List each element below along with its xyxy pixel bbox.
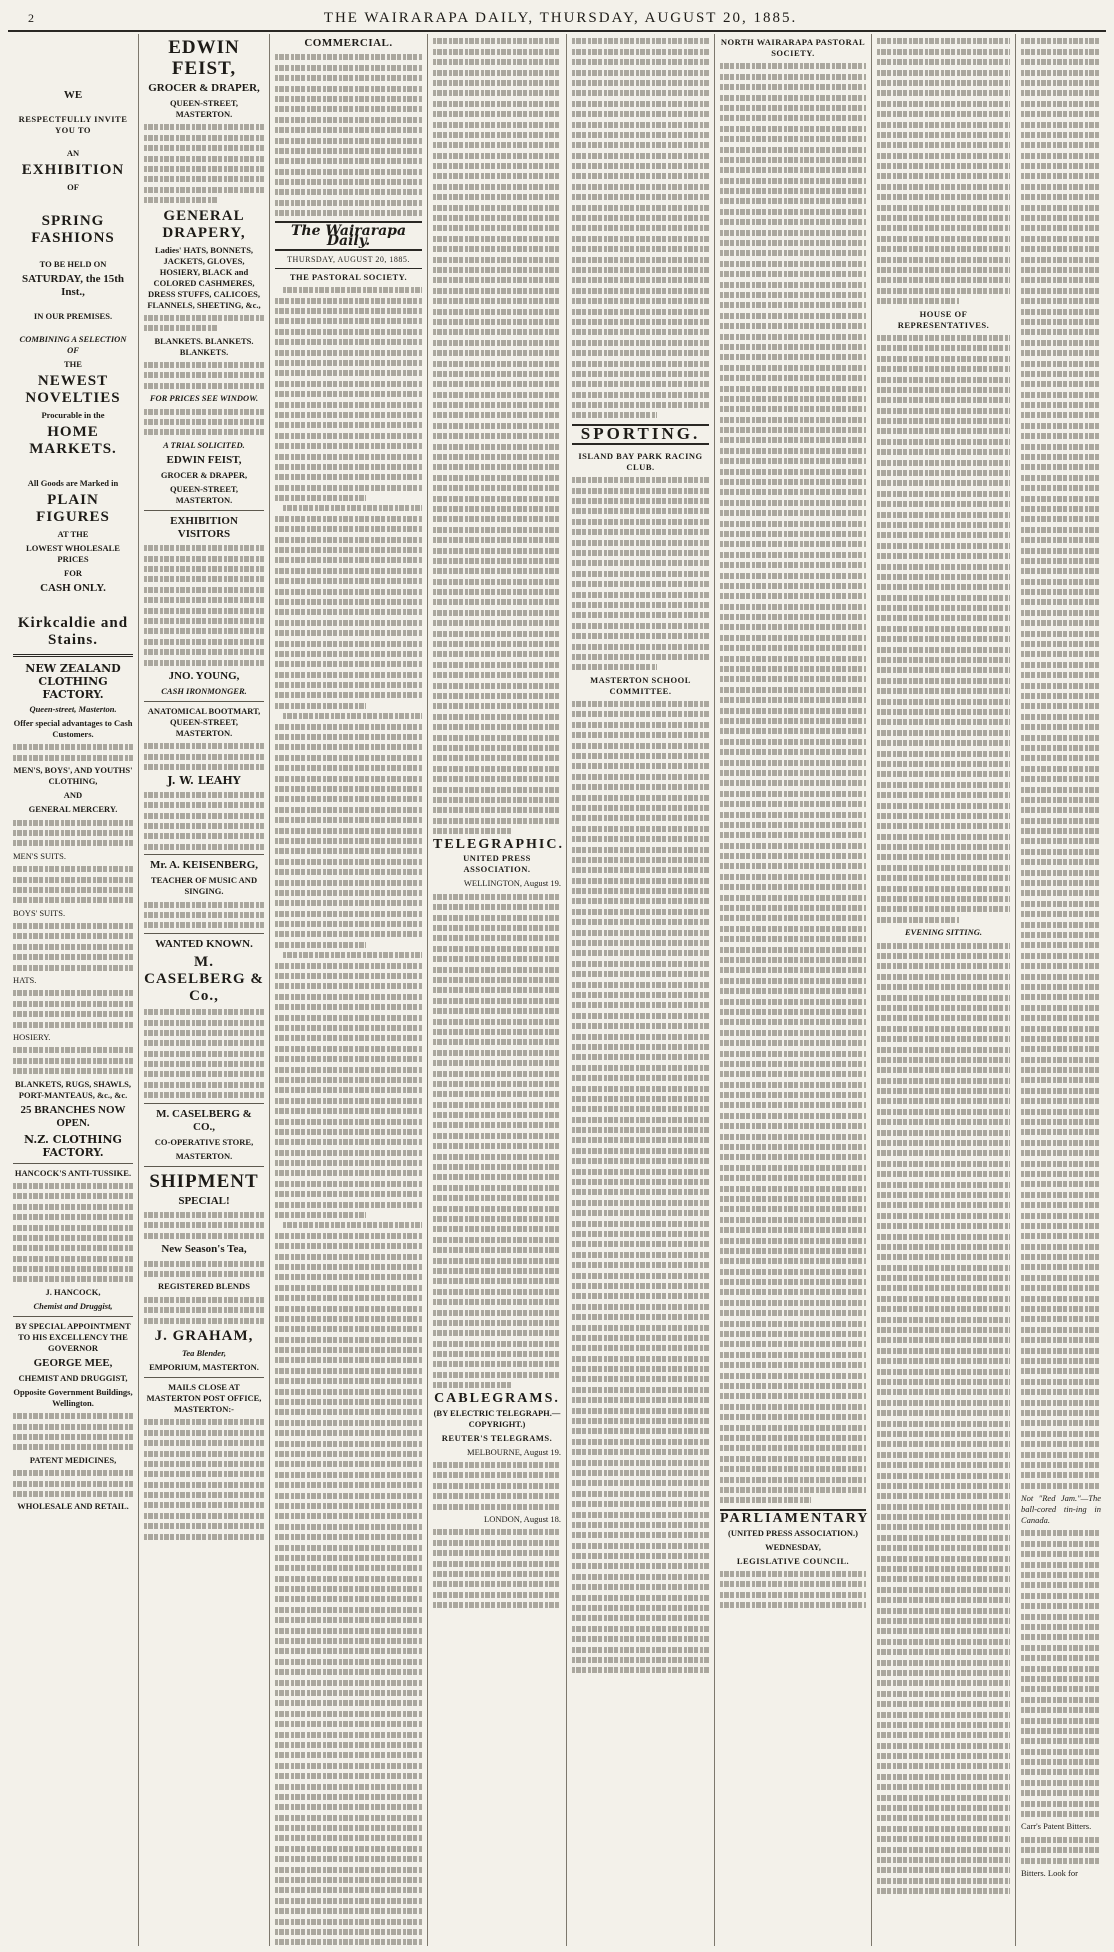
ad-of: OF (67, 182, 79, 192)
ad-saturday: SATURDAY, the 15th Inst., (22, 273, 124, 298)
ad-jno-young: JNO. YOUNG, (168, 669, 240, 682)
brief-bitters-end: Bitters. Look for (1021, 1867, 1078, 1878)
column-7 (872, 34, 1016, 1946)
cable-reuters: REUTER'S TELEGRAMS. (441, 1432, 553, 1443)
ad-blankets: BLANKETS, RUGS, SHAWLS, PORT-MANTEAUS, &c., &c. (15, 1078, 131, 1100)
column-4 (428, 34, 567, 1946)
ad-masterton: MASTERTON. (175, 1150, 233, 1161)
ad-premises: IN OUR PREMISES. (33, 311, 113, 321)
ad-hancock: HANCOCK'S ANTI-TUSSIKE. (14, 1167, 132, 1178)
ad-emporium: EMPORIUM, MASTERTON. (149, 1361, 259, 1372)
ad-and: AND (63, 790, 83, 801)
ad-kirkcaldie: Kirkcaldie and Stains. (17, 615, 129, 648)
ad-anatomical: ANATOMICAL BOOTMART, QUEEN-STREET, MASTERTON. (147, 705, 261, 738)
heading-telegraphic: TELEGRAPHIC. (433, 837, 564, 853)
ad-mens-boys: MEN'S, BOYS', AND YOUTHS' CLOTHING, (13, 765, 133, 787)
ad-boys-suits: BOYS' SUITS. (13, 907, 66, 918)
ad-exhibition-visitors: EXHIBITION VISITORS (170, 514, 238, 540)
ad-hancock-name: J. HANCOCK, (45, 1286, 101, 1297)
ad-an: AN (66, 148, 80, 158)
brief-note: Not "Red Jam."—The ball-cored tin-ing in Canada. (1021, 1493, 1101, 1526)
editorial-date: THURSDAY, AUGUST 20, 1885. (275, 255, 422, 268)
ad-held: TO BE HELD ON (39, 259, 107, 269)
ad-edwin-feist-2: EDWIN FEIST, (166, 453, 242, 466)
heading-commercial: COMMERCIAL. (304, 37, 393, 49)
ad-grocer-draper: GROCER & DRAPER, (148, 82, 260, 94)
ad-teacher: TEACHER OF MUSIC AND SINGING. (150, 875, 258, 897)
ad-cash-ironmonger: CASH IRONMONGER. (161, 685, 247, 696)
dateline-melbourne: MELBOURNE, August 19. (467, 1446, 561, 1457)
ad-the: THE (64, 359, 82, 369)
dateline-london: LONDON, August 18. (484, 1513, 561, 1524)
ad-george-mee: GEORGE MEE, (33, 1356, 113, 1369)
ad-registered-blends: REGISTERED BLENDS (158, 1281, 250, 1292)
parl-wednesday: WEDNESDAY, (765, 1541, 821, 1552)
ad-caselberg-2: M. CASELBERG & CO., (156, 1107, 252, 1133)
ad-invite: RESPECTFULLY INVITE YOU TO (18, 114, 128, 135)
columns (8, 34, 1106, 1946)
ad-home-markets: HOME MARKETS. (29, 424, 117, 457)
ad-leahy: J. W. LEAHY (167, 774, 241, 788)
ad-prices: FOR PRICES SEE WINDOW. (149, 393, 259, 404)
ad-offer: Offer special advantages to Cash Customers. (13, 718, 133, 739)
ad-branches: 25 BRANCHES NOW OPEN. (20, 1103, 126, 1129)
ad-queen-street: Queen-street, Masterton. (29, 704, 117, 714)
heading-sporting: SPORTING. (572, 424, 709, 444)
ad-lowest: LOWEST WHOLESALE PRICES (26, 543, 120, 564)
heading-school-committee: MASTERTON SCHOOL COMMITTEE. (590, 674, 691, 696)
ad-mens-suits: MEN'S SUITS. (13, 850, 67, 861)
masthead (8, 6, 1106, 32)
ad-mee-address: Opposite Government Buildings, Wellington. (13, 1386, 133, 1408)
column-6 (715, 34, 872, 1946)
ad-plain-figures: PLAIN FIGURES (36, 492, 110, 525)
parl-press: (UNITED PRESS ASSOCIATION.) (728, 1527, 858, 1538)
ad-spring-fashions: SPRING FASHIONS (31, 213, 115, 246)
ad-wanted-known: WANTED KNOWN. (155, 937, 253, 950)
ad-at-the: AT THE (57, 529, 89, 539)
ad-hats: HATS. (13, 975, 37, 986)
page-number: 2 (28, 10, 35, 25)
ad-caselberg: M. CASELBERG & Co., (144, 953, 264, 1004)
heading-pastoral-society: THE PASTORAL SOCIETY. (289, 271, 408, 282)
ad-new-season: New Season's Tea, (161, 1243, 247, 1256)
ad-cash-only: CASH ONLY. (40, 582, 106, 594)
brief-bitters: Carr's Patent Bitters. (1021, 1821, 1092, 1832)
ad-nz-clothing: NEW ZEALAND CLOTHING FACTORY. (25, 662, 121, 701)
ad-shipment: SHIPMENT (149, 1170, 259, 1192)
ad-feist-address-2: QUEEN-STREET, MASTERTON. (169, 483, 239, 505)
ad-we: WE (63, 89, 83, 101)
ad-general-mercery: GENERAL MERCERY. (28, 804, 118, 815)
ad-procurable: Procurable in the (41, 410, 105, 420)
ad-exhibition: EXHIBITION (21, 162, 125, 178)
ad-tea-blender: Tea Blender, (181, 1347, 227, 1358)
ad-marked: All Goods are Marked in (27, 478, 119, 488)
ad-general-drapery: GENERAL DRAPERY, (162, 207, 246, 241)
ad-grocer-draper-2: GROCER & DRAPER, (160, 469, 248, 480)
column-8 (1016, 34, 1106, 1946)
heading-evening-sitting: EVENING SITTING. (905, 927, 982, 938)
ad-combining: COMBINING A SELECTION OF (19, 334, 127, 355)
ad-drapery-items: Ladies' HATS, BONNETS, JACKETS, GLOVES, HOSIERY, BLACK and COLORED CASHMERES, DRESS STUFFS, CALICOES, FLANNELS, SHEETING, &c., (147, 244, 261, 310)
heading-island-bay: ISLAND BAY PARK RACING CLUB. (578, 450, 703, 472)
ad-nz-factory: N.Z. CLOTHING FACTORY. (24, 1132, 122, 1159)
ad-feist-address: QUEEN-STREET, MASTERTON. (169, 98, 239, 119)
ad-wholesale: WHOLESALE AND RETAIL. (17, 1501, 129, 1512)
ad-edwin-feist: EDWIN FEIST, (168, 37, 240, 79)
heading-legislative-council: LEGISLATIVE COUNCIL. (736, 1555, 850, 1566)
ad-hosiery: HOSIERY. (13, 1031, 51, 1042)
ad-newest-novelties: NEWEST NOVELTIES (25, 373, 121, 406)
ad-trial: A TRIAL SOLICITED. (163, 439, 245, 450)
column-1 (8, 34, 139, 1946)
masthead-title: THE WAIRARAPA DAILY, THURSDAY, AUGUST 20, 1885. (323, 9, 798, 26)
ad-special-appointment: BY SPECIAL APPOINTMENT TO HIS EXCELLENCY THE GOVERNOR (15, 1320, 131, 1353)
heading-cablegrams: CABLEGRAMS. (434, 1391, 560, 1407)
ad-blankets-2: BLANKETS. BLANKETS. BLANKETS. (154, 335, 254, 357)
ad-graham: J. GRAHAM, (154, 1327, 254, 1344)
paper-title: The Wairarapa Daily. (275, 221, 422, 252)
column-5 (567, 34, 715, 1946)
column-3 (270, 34, 428, 1946)
ad-keisenberg: Mr. A. KEISENBERG, (149, 859, 259, 872)
dateline-wellington: WELLINGTON, August 19. (463, 878, 561, 889)
ad-patent: PATENT MEDICINES, (29, 1454, 117, 1465)
heading-nw-pastoral: NORTH WAIRARAPA PASTORAL SOCIETY. (720, 37, 866, 58)
ad-coop: CO-OPERATIVE STORE, (154, 1136, 254, 1147)
united-press-note: UNITED PRESS ASSOCIATION. (463, 853, 531, 875)
ad-hancock-role: Chemist and Druggist, (33, 1300, 113, 1311)
heading-house-reps: HOUSE OF REPRESENTATIVES. (897, 308, 990, 330)
ad-mee-role: CHEMIST AND DRUGGIST, (18, 1372, 128, 1383)
heading-parliamentary: PARLIAMENTARY (720, 1511, 870, 1527)
ad-for: FOR (64, 568, 82, 578)
ad-special: SPECIAL! (178, 1194, 230, 1207)
cable-electric: (BY ELECTRIC TELEGRAPH.—COPYRIGHT.) (433, 1407, 561, 1429)
ad-mails: MAILS CLOSE AT MASTERTON POST OFFICE, MASTERTON:- (146, 1381, 262, 1414)
column-2 (139, 34, 270, 1946)
